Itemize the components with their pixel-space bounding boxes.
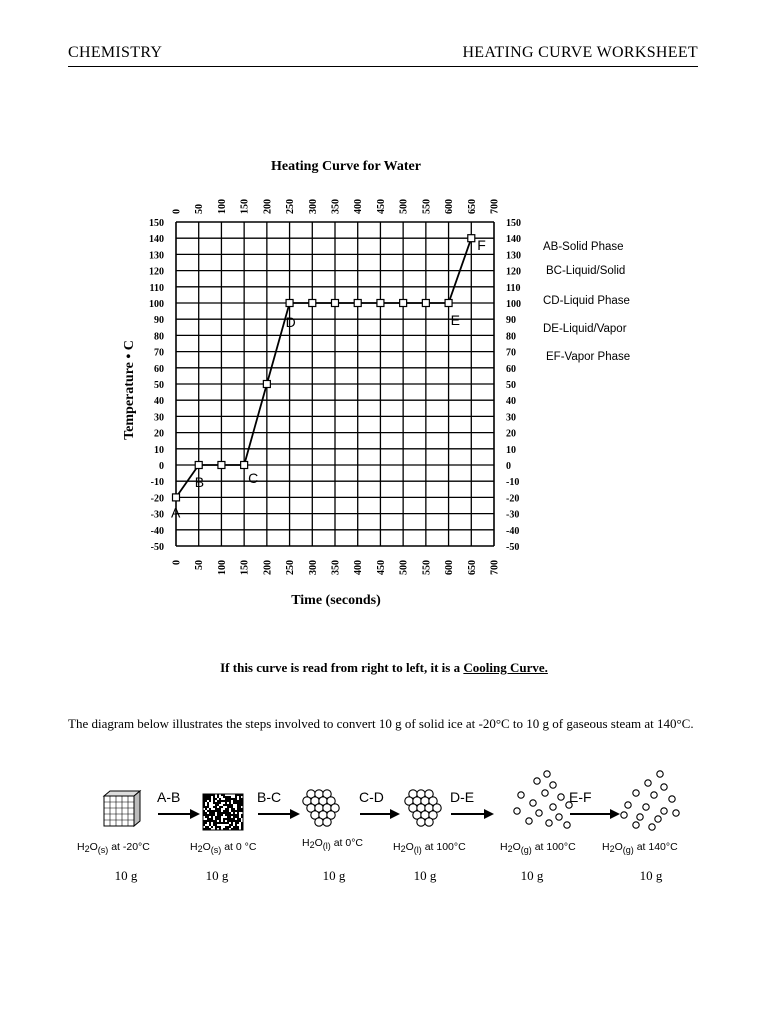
- y-tick-label-right: -50: [506, 542, 520, 553]
- y-tick-label-left: 120: [149, 266, 164, 278]
- data-point-marker: [173, 494, 180, 501]
- y-tick-label-left: 80: [154, 331, 164, 343]
- y-tick-label-right: -20: [506, 493, 520, 505]
- mass-label: 10 g: [322, 868, 346, 883]
- y-tick-label-right: 140: [506, 234, 521, 246]
- x-tick-label-bottom: 550: [421, 560, 433, 575]
- transition-label: E-F: [569, 789, 592, 805]
- y-tick-label-right: 120: [506, 266, 521, 278]
- point-label-f: F: [477, 237, 486, 254]
- worksheet-title: HEATING CURVE WORKSHEET: [462, 44, 698, 61]
- y-tick-label-left: 90: [154, 315, 164, 327]
- y-tick-label-left: 10: [154, 444, 164, 456]
- x-tick-label-bottom: 150: [239, 560, 251, 575]
- chart-grid: [176, 222, 494, 546]
- legend-item: CD-Liquid Phase: [543, 295, 630, 307]
- chart-point-labels: [171, 237, 486, 520]
- y-axis-label: Temperature • C: [122, 340, 137, 440]
- step-caption: H2O(s) at 0 °C: [190, 841, 257, 855]
- y-tick-label-left: 70: [154, 347, 164, 359]
- data-point-marker: [286, 300, 293, 307]
- y-tick-label-right: 50: [506, 380, 516, 391]
- y-tick-label-right: 130: [506, 250, 521, 262]
- data-point-marker: [241, 462, 248, 469]
- y-tick-label-left: 130: [149, 250, 164, 262]
- y-tick-label-left: 100: [149, 299, 164, 310]
- legend-item: DE-Liquid/Vapor: [543, 323, 627, 335]
- step-caption: H2O(s) at -20°C: [77, 841, 150, 855]
- diagram-intro: The diagram below illustrates the steps involved to convert 10 g of solid ice at -20°C to 10 g of gaseous steam at 140°C.: [68, 716, 694, 731]
- y-tick-label-right: 110: [506, 282, 521, 294]
- x-tick-label-top: 700: [489, 199, 501, 214]
- x-tick-label-top: 200: [262, 199, 274, 214]
- y-tick-label-left: -50: [150, 542, 164, 553]
- liquid-molecules-boiling-icon: [405, 790, 441, 826]
- x-tick-label-bottom: 50: [194, 560, 206, 570]
- y-tick-label-left: 110: [149, 282, 164, 294]
- transition-label: A-B: [157, 789, 181, 805]
- data-point-marker: [263, 381, 270, 388]
- ice-cube-icon: [104, 791, 140, 826]
- transition-arrow: [451, 809, 494, 819]
- x-tick-label-top: 350: [330, 199, 342, 214]
- data-point-marker: [422, 300, 429, 307]
- x-tick-label-bottom: 650: [466, 560, 478, 575]
- data-point-marker: [400, 300, 407, 307]
- y-tick-label-right: 0: [506, 461, 511, 472]
- x-tick-label-top: 300: [307, 199, 319, 214]
- x-tick-label-top: 0: [171, 209, 183, 214]
- point-label-b: B: [194, 474, 205, 490]
- y-tick-label-left: 40: [154, 396, 164, 408]
- step-caption: H2O(l) at 0°C: [302, 837, 363, 851]
- data-point-marker: [468, 235, 475, 242]
- x-tick-label-bottom: 350: [330, 560, 342, 575]
- phase-change-diagram: [0, 760, 768, 870]
- solid-lattice-icon: [203, 794, 243, 830]
- step-caption: H2O(g) at 100°C: [500, 841, 576, 855]
- x-tick-label-bottom: 500: [398, 560, 410, 575]
- y-tick-label-left: -40: [150, 525, 164, 537]
- y-tick-label-left: 140: [149, 234, 164, 246]
- y-tick-label-left: 20: [154, 428, 164, 440]
- x-tick-label-top: 150: [239, 199, 251, 214]
- gas-molecules-icon: [514, 771, 572, 828]
- x-tick-label-top: 400: [353, 199, 365, 214]
- x-tick-label-bottom: 700: [489, 560, 501, 575]
- transition-arrow: [258, 809, 300, 819]
- y-tick-label-right: -10: [506, 477, 520, 489]
- data-point-marker: [218, 462, 225, 469]
- y-tick-label-left: 0: [159, 461, 164, 472]
- y-tick-label-right: 70: [506, 347, 516, 359]
- cooling-note-text: If this curve is read from right to left, it is a: [220, 660, 464, 675]
- y-tick-label-left: 150: [149, 218, 164, 229]
- legend-item: AB-Solid Phase: [543, 241, 624, 253]
- subject-title: CHEMISTRY: [68, 44, 163, 61]
- header-divider: [68, 66, 698, 67]
- data-point-marker: [354, 300, 361, 307]
- data-point-marker: [377, 300, 384, 307]
- data-point-marker: [195, 462, 202, 469]
- x-axis-label: Time (seconds): [291, 593, 381, 608]
- mass-label: 10 g: [520, 868, 544, 883]
- y-tick-label-right: -40: [506, 525, 520, 537]
- x-tick-label-top: 450: [375, 199, 387, 214]
- x-tick-label-bottom: 200: [262, 560, 274, 575]
- gas-molecules-hot-icon: [621, 771, 679, 830]
- x-tick-label-bottom: 300: [307, 560, 319, 575]
- y-tick-label-left: -30: [150, 509, 164, 521]
- point-label-a: A: [171, 504, 181, 521]
- y-tick-label-right: 40: [506, 396, 516, 408]
- x-tick-label-bottom: 0: [171, 560, 183, 565]
- cooling-curve-term: Cooling Curve.: [463, 660, 548, 675]
- mass-label: 10 g: [413, 868, 437, 883]
- point-label-e: E: [450, 312, 460, 328]
- step-caption: H2O(l) at 100°C: [393, 841, 466, 855]
- y-tick-label-right: 150: [506, 218, 521, 229]
- x-tick-label-bottom: 400: [353, 560, 365, 575]
- x-tick-label-top: 650: [466, 199, 478, 214]
- transition-label: B-C: [257, 789, 282, 805]
- point-label-d: D: [285, 314, 296, 330]
- transition-label: D-E: [450, 789, 475, 805]
- y-tick-label-right: 100: [506, 299, 521, 310]
- y-tick-label-left: 30: [154, 412, 164, 424]
- y-tick-label-right: 60: [506, 363, 516, 375]
- chart-title: Heating Curve for Water: [271, 159, 421, 174]
- x-tick-label-top: 550: [421, 199, 433, 214]
- y-tick-label-right: 90: [506, 315, 516, 327]
- point-label-c: C: [248, 470, 259, 486]
- mass-label: 10 g: [639, 868, 663, 883]
- legend-item: EF-Vapor Phase: [546, 351, 631, 363]
- x-tick-label-bottom: 450: [375, 560, 387, 575]
- x-tick-label-bottom: 250: [285, 560, 297, 575]
- data-point-marker: [445, 300, 452, 307]
- data-point-marker: [309, 300, 316, 307]
- x-tick-label-top: 100: [216, 199, 228, 214]
- step-caption: H2O(g) at 140°C: [602, 841, 678, 855]
- y-tick-label-right: 20: [506, 428, 516, 440]
- y-tick-label-right: 30: [506, 412, 516, 424]
- y-tick-label-left: 50: [154, 380, 164, 391]
- y-tick-label-left: -20: [150, 493, 164, 505]
- cooling-curve-note: [0, 660, 768, 676]
- transition-arrow: [158, 809, 200, 819]
- x-tick-label-top: 50: [194, 204, 206, 214]
- mass-label: 10 g: [114, 868, 138, 883]
- x-tick-label-top: 500: [398, 199, 410, 214]
- y-tick-label-left: -10: [150, 477, 164, 489]
- y-tick-label-right: -30: [506, 509, 520, 521]
- y-tick-label-left: 60: [154, 363, 164, 375]
- y-tick-label-right: 10: [506, 444, 516, 456]
- x-tick-label-bottom: 100: [216, 560, 228, 575]
- transition-arrow: [360, 809, 400, 819]
- data-point-marker: [332, 300, 339, 307]
- x-tick-label-top: 600: [444, 199, 456, 214]
- y-tick-label-right: 80: [506, 331, 516, 343]
- mass-label: 10 g: [205, 868, 229, 883]
- legend-item: BC-Liquid/Solid: [546, 265, 626, 277]
- transition-label: C-D: [359, 789, 384, 805]
- heating-curve-chart: [0, 140, 768, 620]
- x-tick-label-top: 250: [285, 199, 297, 214]
- liquid-molecules-icon: [303, 790, 339, 826]
- transition-arrow: [570, 809, 620, 819]
- x-tick-label-bottom: 600: [444, 560, 456, 575]
